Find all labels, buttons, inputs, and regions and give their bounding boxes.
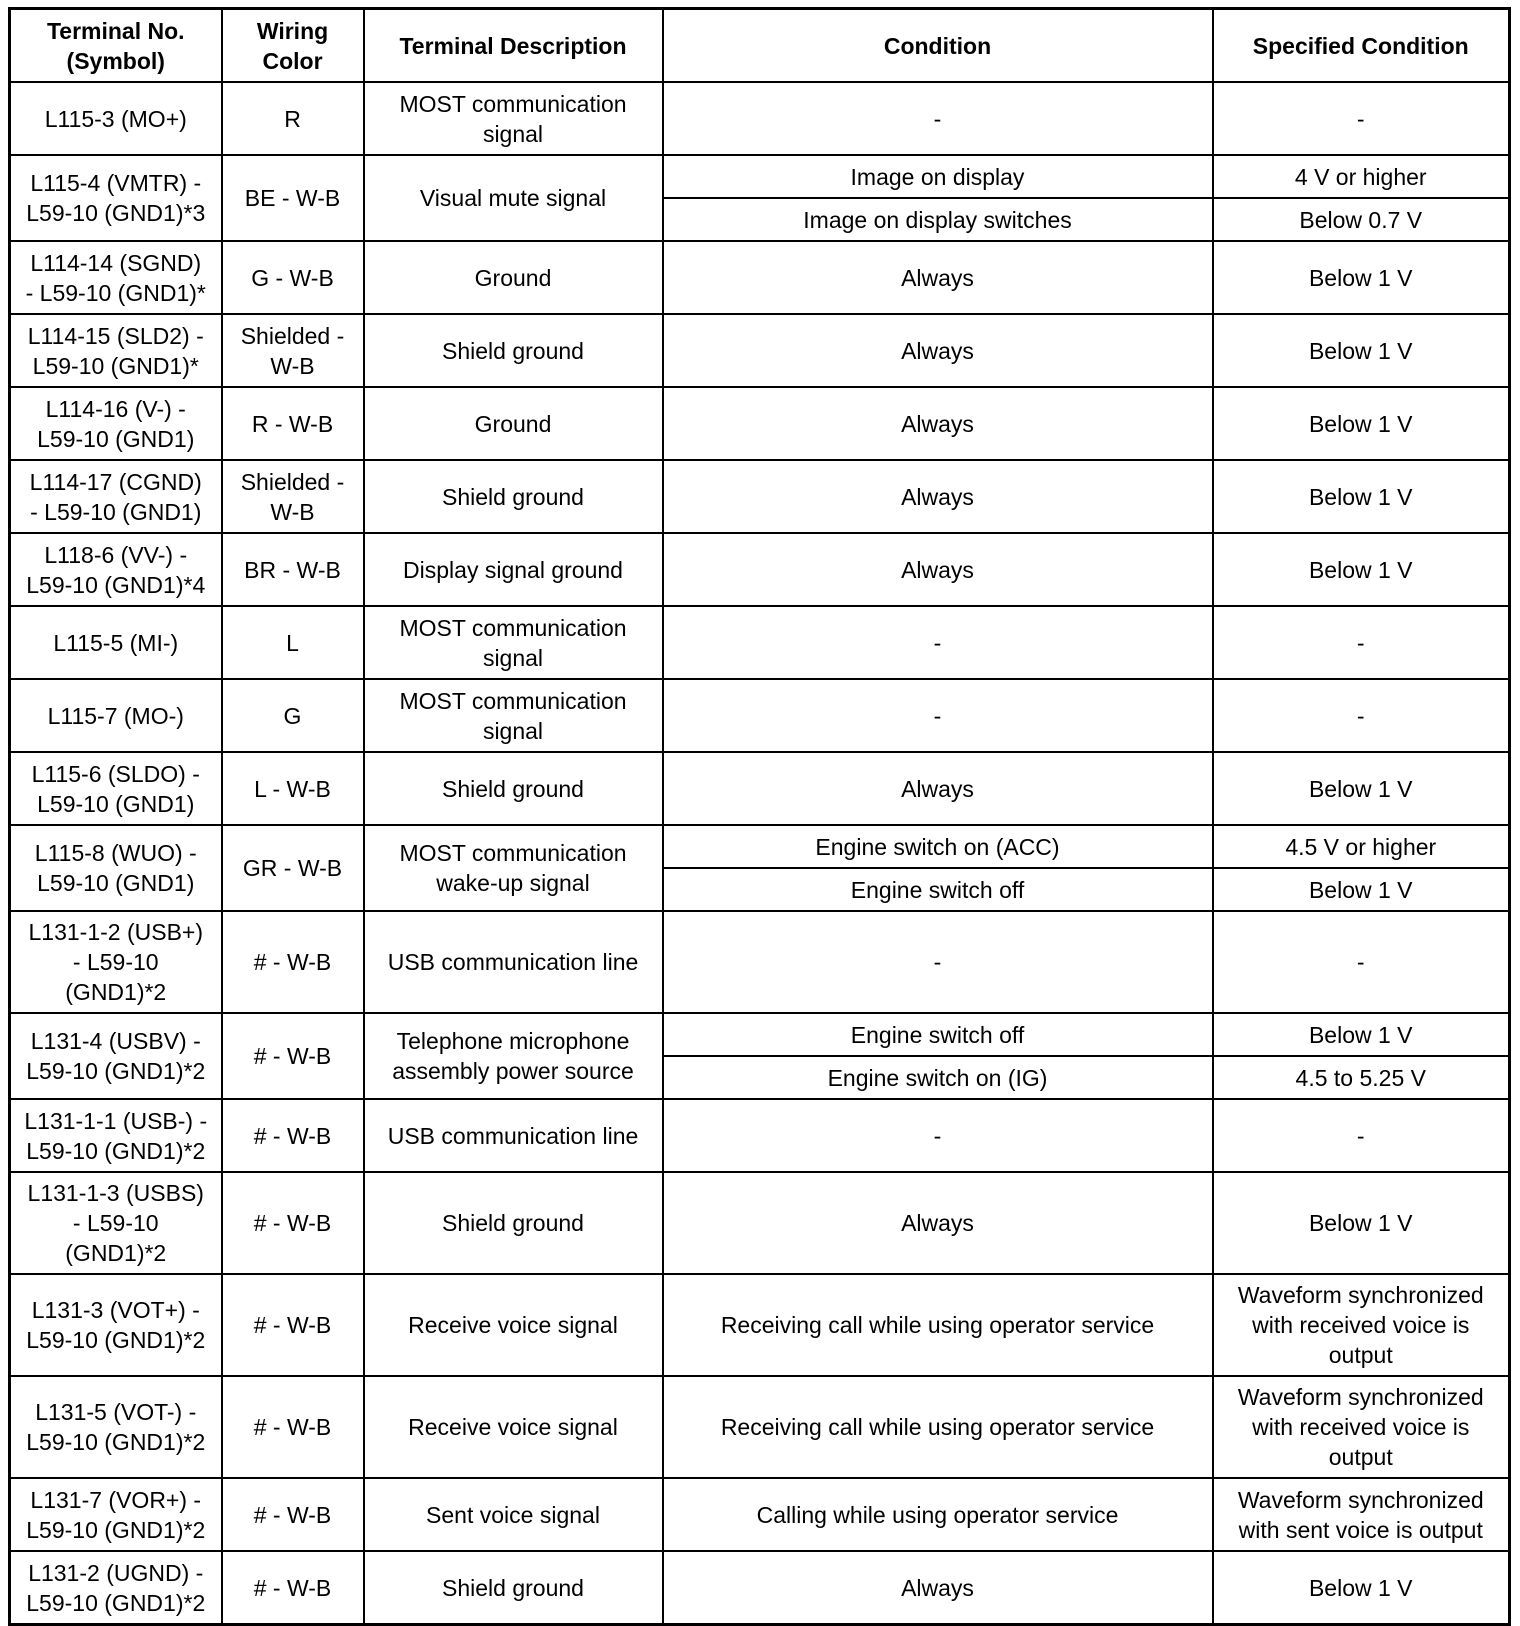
wiring-cell: # - W-B <box>222 911 364 1013</box>
header-specified: Specified Condition <box>1213 9 1510 83</box>
wiring-cell: L <box>222 606 364 679</box>
table-row <box>10 606 1510 679</box>
table-row <box>10 533 1510 606</box>
terminal-line: L114-14 (SGND) <box>30 249 202 276</box>
wiring-cell: G <box>222 679 364 752</box>
table-row <box>10 911 1510 1013</box>
terminal-cell <box>10 911 222 1013</box>
terminal-line: L59-10 (GND1) <box>37 790 195 817</box>
specified-cell: Below 1 V <box>1213 533 1510 606</box>
terminal-line: L59-10 (GND1)*4 <box>26 571 206 598</box>
description-cell: Sent voice signal <box>364 1478 663 1551</box>
terminal-line: L114-17 (CGND) <box>29 468 202 495</box>
terminal-line: L115-7 (MO-) <box>47 702 184 729</box>
wiring-cell: GR - W-B <box>222 825 364 911</box>
table-row <box>10 1551 1510 1625</box>
terminal-line: L115-5 (MI-) <box>53 629 179 656</box>
wiring-cell: # - W-B <box>222 1274 364 1376</box>
terminal-line: L59-10 (GND1)* <box>32 352 199 379</box>
description-cell: Shield ground <box>364 1172 663 1274</box>
terminal-line: L59-10 (GND1)*2 <box>26 1058 206 1084</box>
table-row <box>10 679 1510 752</box>
header-terminal <box>10 9 222 83</box>
specified-cell <box>1213 1478 1510 1551</box>
description-cell <box>364 825 663 911</box>
terminal-line: L114-15 (SLD2) - <box>27 322 204 349</box>
terminal-line: L115-4 (VMTR) - <box>30 170 202 196</box>
table-row <box>10 825 1510 868</box>
specified-line: with received voice is <box>1252 1312 1470 1338</box>
specified-line: Waveform synchronized <box>1237 1486 1484 1513</box>
condition-cell: Image on display <box>663 155 1213 198</box>
table-row <box>10 460 1510 533</box>
terminal-line: L59-10 (GND1) <box>37 870 195 896</box>
condition-cell: Engine switch off <box>663 1013 1213 1056</box>
description-cell: Display signal ground <box>364 533 663 606</box>
table-row <box>10 1172 1510 1274</box>
header-wiring <box>222 9 364 83</box>
wiring-cell: # - W-B <box>222 1551 364 1625</box>
wiring-line: Shielded - <box>240 322 345 349</box>
description-line: wake-up signal <box>436 870 590 896</box>
table-row <box>10 241 1510 314</box>
condition-cell: Receiving call while using operator service <box>663 1274 1213 1376</box>
terminal-cell <box>10 1274 222 1376</box>
header-terminal-line1: Terminal No. <box>46 17 185 44</box>
terminal-line: L131-1-1 (USB-) - <box>24 1107 208 1134</box>
terminal-cell <box>10 825 222 911</box>
table-row <box>10 314 1510 387</box>
specified-line: output <box>1328 1444 1393 1470</box>
terminal-line: L115-3 (MO+) <box>44 105 187 132</box>
wiring-cell: # - W-B <box>222 1013 364 1099</box>
header-condition: Condition <box>663 9 1213 83</box>
wiring-cell: G - W-B <box>222 241 364 314</box>
specified-line: output <box>1328 1342 1393 1368</box>
specified-line: with sent voice is output <box>1238 1516 1483 1543</box>
terminal-cell <box>10 241 222 314</box>
description-cell: USB communication line <box>364 1099 663 1172</box>
specified-cell: Below 0.7 V <box>1213 198 1510 241</box>
table-row <box>10 1376 1510 1478</box>
description-line: signal <box>482 644 544 671</box>
description-line: signal <box>482 120 544 147</box>
specified-cell: Below 1 V <box>1213 314 1510 387</box>
condition-cell: Image on display switches <box>663 198 1213 241</box>
terminal-line: L131-5 (VOT-) - <box>35 1399 197 1425</box>
specified-cell: Below 1 V <box>1213 387 1510 460</box>
header-description: Terminal Description <box>364 9 663 83</box>
terminal-cell <box>10 1478 222 1551</box>
terminal-line: - L59-10 (GND1)* <box>25 279 206 306</box>
terminal-line: L114-16 (V-) - <box>45 395 186 422</box>
description-cell <box>364 679 663 752</box>
wiring-line: Shielded - <box>240 468 345 495</box>
description-line: MOST communication <box>399 614 627 641</box>
condition-cell: - <box>663 606 1213 679</box>
header-terminal-line2: (Symbol) <box>66 47 165 74</box>
terminal-line: L131-3 (VOT+) - <box>31 1297 200 1323</box>
table-row <box>10 82 1510 155</box>
condition-cell: - <box>663 911 1213 1013</box>
table-row <box>10 1099 1510 1172</box>
description-cell: Ground <box>364 387 663 460</box>
condition-cell: Always <box>663 752 1213 825</box>
wiring-cell: R <box>222 82 364 155</box>
terminal-line: (GND1)*2 <box>65 1240 167 1266</box>
condition-cell: Always <box>663 533 1213 606</box>
condition-cell: Always <box>663 460 1213 533</box>
description-cell: Shield ground <box>364 752 663 825</box>
specified-cell: Below 1 V <box>1213 1172 1510 1274</box>
description-cell: Shield ground <box>364 460 663 533</box>
condition-cell: - <box>663 1099 1213 1172</box>
terminal-line: L115-8 (WUO) - <box>34 840 197 866</box>
wiring-cell: # - W-B <box>222 1172 364 1274</box>
specified-cell: Below 1 V <box>1213 752 1510 825</box>
description-line: MOST communication <box>399 840 627 866</box>
terminal-line: L131-4 (USBV) - <box>30 1028 201 1054</box>
condition-cell: Always <box>663 241 1213 314</box>
terminal-line: L115-6 (SLDO) - <box>31 760 200 787</box>
description-cell: Shield ground <box>364 314 663 387</box>
specified-line: Waveform synchronized <box>1237 1384 1484 1410</box>
wiring-cell: # - W-B <box>222 1478 364 1551</box>
wiring-cell: # - W-B <box>222 1099 364 1172</box>
description-line: assembly power source <box>392 1058 634 1084</box>
terminal-cell <box>10 679 222 752</box>
specified-cell: Below 1 V <box>1213 460 1510 533</box>
condition-cell: Receiving call while using operator service <box>663 1376 1213 1478</box>
description-line: MOST communication <box>399 687 627 714</box>
terminal-cell <box>10 533 222 606</box>
header-wiring-line1: Wiring <box>256 17 329 44</box>
terminal-cell <box>10 82 222 155</box>
table-row <box>10 155 1510 198</box>
specified-cell: - <box>1213 911 1510 1013</box>
terminal-cell <box>10 1551 222 1625</box>
condition-cell: Engine switch on (ACC) <box>663 825 1213 868</box>
description-cell: Visual mute signal <box>364 155 663 241</box>
wiring-cell: BE - W-B <box>222 155 364 241</box>
specified-cell: - <box>1213 82 1510 155</box>
condition-cell: Always <box>663 387 1213 460</box>
description-cell <box>364 82 663 155</box>
condition-cell: Always <box>663 1172 1213 1274</box>
terminal-line: - L59-10 <box>72 1210 159 1236</box>
description-cell: USB communication line <box>364 911 663 1013</box>
wiring-cell <box>222 460 364 533</box>
description-line: MOST communication <box>399 90 627 117</box>
table-row <box>10 387 1510 460</box>
header-row <box>10 9 1510 83</box>
specified-cell: Below 1 V <box>1213 1013 1510 1056</box>
terminal-cell <box>10 460 222 533</box>
terminal-line: L131-1-2 (USB+) <box>28 919 203 945</box>
terminal-line: L59-10 (GND1) <box>37 425 195 452</box>
specified-cell: 4 V or higher <box>1213 155 1510 198</box>
description-cell: Receive voice signal <box>364 1376 663 1478</box>
terminal-line: L131-2 (UGND) - <box>28 1559 204 1586</box>
terminal-spec-table <box>8 7 1511 1626</box>
table-row <box>10 1478 1510 1551</box>
terminal-line: L59-10 (GND1)*3 <box>26 200 206 226</box>
terminal-cell <box>10 1376 222 1478</box>
specified-cell: Below 1 V <box>1213 868 1510 911</box>
terminal-cell <box>10 387 222 460</box>
wiring-cell: BR - W-B <box>222 533 364 606</box>
specified-line: Waveform synchronized <box>1237 1282 1484 1308</box>
terminal-cell <box>10 155 222 241</box>
specified-cell: Below 1 V <box>1213 1551 1510 1625</box>
specified-cell: - <box>1213 606 1510 679</box>
terminal-cell <box>10 1099 222 1172</box>
terminal-line: (GND1)*2 <box>65 979 167 1005</box>
wiring-cell: R - W-B <box>222 387 364 460</box>
specified-cell: 4.5 to 5.25 V <box>1213 1056 1510 1099</box>
header-wiring-line2: Color <box>262 47 323 74</box>
table-row <box>10 752 1510 825</box>
terminal-line: L59-10 (GND1)*2 <box>26 1589 206 1616</box>
table-row <box>10 1274 1510 1376</box>
terminal-line: L118-6 (VV-) - <box>44 541 188 568</box>
table-row <box>10 1013 1510 1056</box>
terminal-line: L131-1-3 (USBS) <box>27 1180 204 1206</box>
terminal-cell <box>10 606 222 679</box>
wiring-cell <box>222 314 364 387</box>
specified-line: with received voice is <box>1252 1414 1470 1440</box>
condition-cell: - <box>663 679 1213 752</box>
specified-cell: 4.5 V or higher <box>1213 825 1510 868</box>
terminal-cell <box>10 314 222 387</box>
terminal-line: L59-10 (GND1)*2 <box>26 1137 206 1164</box>
wiring-cell: # - W-B <box>222 1376 364 1478</box>
condition-cell: - <box>663 82 1213 155</box>
condition-cell: Engine switch on (IG) <box>663 1056 1213 1099</box>
condition-cell: Always <box>663 1551 1213 1625</box>
terminal-cell <box>10 1172 222 1274</box>
wiring-line: W-B <box>270 352 315 379</box>
wiring-cell: L - W-B <box>222 752 364 825</box>
condition-cell: Engine switch off <box>663 868 1213 911</box>
terminal-cell <box>10 752 222 825</box>
specified-cell: - <box>1213 1099 1510 1172</box>
terminal-line: L59-10 (GND1)*2 <box>26 1516 206 1543</box>
specified-cell: - <box>1213 679 1510 752</box>
terminal-line: - L59-10 (GND1) <box>30 498 202 525</box>
terminal-line: L131-7 (VOR+) - <box>30 1486 202 1513</box>
description-cell <box>364 1013 663 1099</box>
specified-cell <box>1213 1274 1510 1376</box>
terminal-line: L59-10 (GND1)*2 <box>26 1429 206 1455</box>
terminal-line: L59-10 (GND1)*2 <box>26 1327 206 1353</box>
description-cell: Shield ground <box>364 1551 663 1625</box>
description-cell: Ground <box>364 241 663 314</box>
description-cell: Receive voice signal <box>364 1274 663 1376</box>
condition-cell: Always <box>663 314 1213 387</box>
description-cell <box>364 606 663 679</box>
description-line: signal <box>482 717 544 744</box>
terminal-cell <box>10 1013 222 1099</box>
specified-cell <box>1213 1376 1510 1478</box>
terminal-line: - L59-10 <box>72 949 159 975</box>
wiring-line: W-B <box>270 498 315 525</box>
specified-cell: Below 1 V <box>1213 241 1510 314</box>
description-line: Telephone microphone <box>396 1028 630 1054</box>
condition-cell: Calling while using operator service <box>663 1478 1213 1551</box>
